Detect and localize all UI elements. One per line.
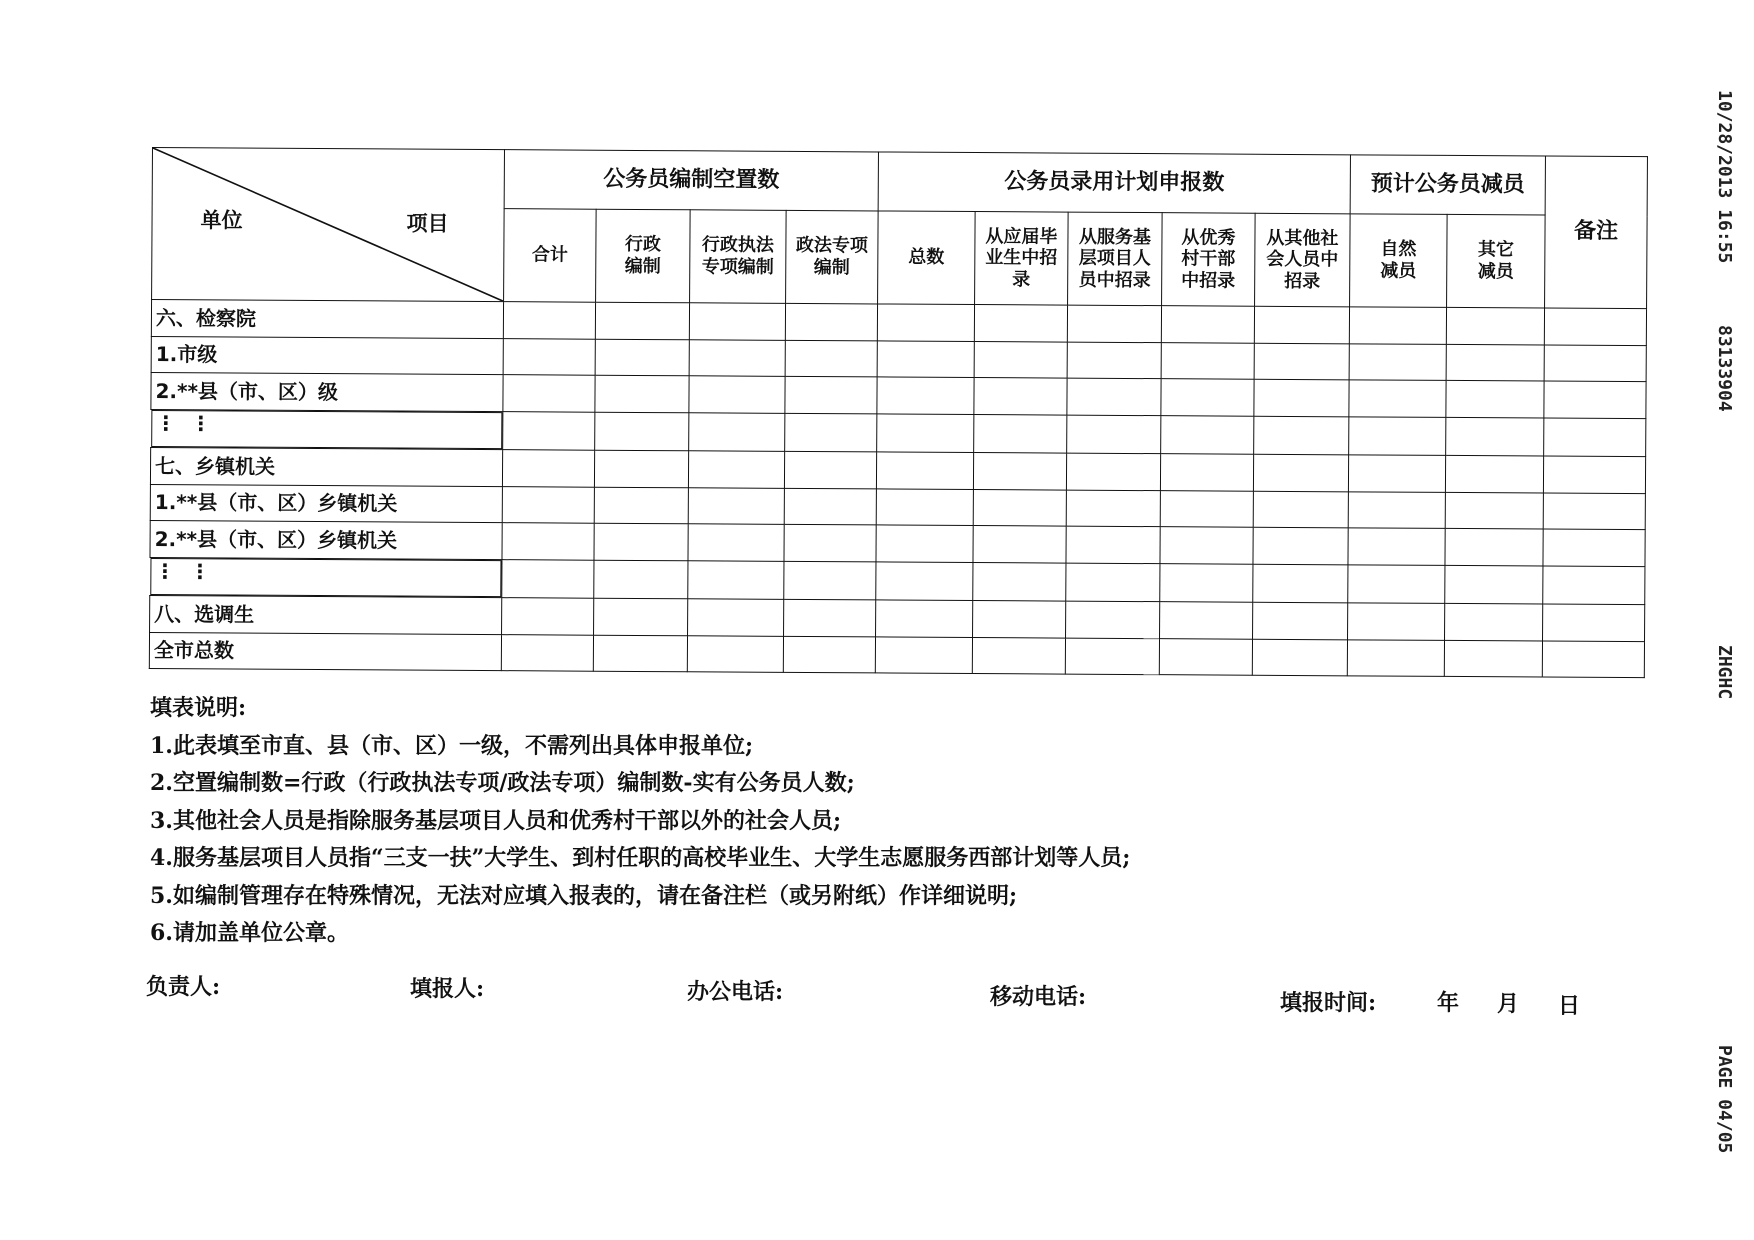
input-cell[interactable]: [1348, 455, 1445, 492]
input-cell[interactable]: [877, 304, 974, 341]
col-header: 行政执法 专项编制: [690, 210, 787, 304]
input-cell[interactable]: [876, 525, 973, 562]
input-cell[interactable]: [1253, 527, 1348, 564]
input-cell[interactable]: [594, 598, 688, 635]
col-header: 其它 减员: [1447, 214, 1546, 308]
input-cell[interactable]: [1160, 454, 1253, 491]
input-cell[interactable]: [503, 302, 595, 339]
row-label: 1.市级: [151, 336, 503, 375]
input-cell[interactable]: [973, 562, 1066, 601]
input-cell[interactable]: [785, 303, 877, 340]
head-label: 负责人:: [146, 974, 221, 1000]
input-cell[interactable]: [974, 341, 1067, 378]
input-cell[interactable]: [1544, 418, 1646, 457]
note-item: 4.服务基层项目人员指“三支一扶”大学生、到村任职的高校毕业生、大学生志愿服务西部计划等人员;: [150, 845, 1131, 871]
note-item: 6.请加盖单位公章。: [150, 920, 349, 946]
input-cell[interactable]: [1446, 344, 1544, 381]
input-cell[interactable]: [1161, 379, 1254, 416]
input-cell[interactable]: [1544, 308, 1646, 345]
input-cell[interactable]: [1348, 564, 1445, 603]
row-label: ⋮ ⋮: [150, 557, 502, 597]
input-cell[interactable]: [688, 487, 784, 524]
input-cell[interactable]: [785, 413, 877, 452]
input-cell[interactable]: [1254, 416, 1349, 455]
corner-unit-label: 单位: [200, 208, 243, 233]
input-cell[interactable]: [783, 636, 875, 673]
corner-header-cell: [152, 148, 505, 302]
input-cell[interactable]: [1445, 492, 1543, 529]
input-cell[interactable]: [1444, 640, 1542, 677]
input-cell[interactable]: [594, 523, 688, 560]
day-label: 日: [1558, 993, 1581, 1019]
report-table: [149, 147, 1648, 678]
input-cell[interactable]: [1253, 491, 1348, 528]
input-cell[interactable]: [1253, 454, 1348, 491]
col-header: 行政 编制: [596, 209, 691, 303]
input-cell[interactable]: [1160, 527, 1253, 564]
input-cell[interactable]: [1543, 456, 1645, 493]
input-cell[interactable]: [688, 451, 784, 488]
input-cell[interactable]: [1066, 601, 1160, 638]
input-cell[interactable]: [1067, 342, 1161, 379]
input-cell[interactable]: [974, 414, 1067, 453]
table-body: [149, 300, 1646, 678]
input-cell[interactable]: [1161, 342, 1254, 379]
input-cell[interactable]: [876, 600, 973, 637]
input-cell[interactable]: [1349, 380, 1446, 417]
year-label: 年: [1437, 990, 1460, 1016]
input-cell[interactable]: [1161, 306, 1254, 343]
note-item: 3.其他社会人员是指除服务基层项目人员和优秀村干部以外的社会人员;: [150, 807, 842, 834]
row-label: 1.**县（市、区）乡镇机关: [150, 484, 502, 523]
fax-datetime: 10/28/2013 16:55: [1714, 90, 1735, 264]
input-cell[interactable]: [1253, 564, 1348, 603]
row-label: 2.**县（市、区）乡镇机关: [150, 520, 502, 559]
input-cell[interactable]: [784, 561, 876, 600]
input-cell[interactable]: [687, 635, 783, 672]
input-cell[interactable]: [1066, 490, 1160, 527]
input-cell[interactable]: [877, 377, 974, 414]
note-item: 5.如编制管理存在特殊情况，无法对应填入报表的，请在备注栏（或另附纸）作详细说明;: [150, 882, 1018, 909]
input-cell[interactable]: [1252, 639, 1347, 676]
input-cell[interactable]: [1542, 641, 1644, 678]
input-cell[interactable]: [502, 450, 594, 487]
fill-time-label: 填报时间:: [1280, 990, 1377, 1016]
input-cell[interactable]: [1543, 566, 1645, 605]
row-label: 八、选调生: [150, 595, 502, 634]
input-cell[interactable]: [689, 376, 785, 413]
group-header-recruit-plan: 公务员录用计划申报数: [878, 152, 1350, 214]
input-cell[interactable]: [688, 560, 784, 599]
input-cell[interactable]: [593, 635, 687, 672]
input-cell[interactable]: [1065, 638, 1159, 675]
notes-title: 填表说明:: [150, 695, 247, 721]
col-header: 从其他社 会人员中 招录: [1255, 213, 1351, 307]
col-header: 从服务基 层项目人 员中招录: [1068, 212, 1163, 306]
month-label: 月: [1497, 991, 1520, 1017]
input-cell[interactable]: [503, 375, 595, 412]
filler-label: 填报人:: [410, 976, 485, 1002]
input-cell[interactable]: [1445, 455, 1543, 492]
input-cell[interactable]: [688, 599, 784, 636]
input-cell[interactable]: [1446, 380, 1544, 417]
input-cell[interactable]: [973, 526, 1066, 563]
row-label: 六、检察院: [151, 300, 503, 339]
input-cell[interactable]: [1347, 639, 1444, 676]
col-header: 从应届毕 业生中招 录: [975, 212, 1069, 306]
corner-item-label: 项目: [406, 211, 449, 236]
input-cell[interactable]: [784, 451, 876, 488]
input-cell[interactable]: [1067, 378, 1161, 415]
input-cell[interactable]: [785, 340, 877, 377]
col-header: 从优秀 村干部 中招录: [1162, 213, 1256, 307]
input-cell[interactable]: [689, 303, 785, 340]
fax-sender: ZHGHC: [1714, 645, 1735, 700]
input-cell[interactable]: [1161, 415, 1254, 454]
input-cell[interactable]: [1254, 343, 1349, 380]
input-cell[interactable]: [784, 524, 876, 561]
input-cell[interactable]: [595, 302, 689, 339]
input-cell[interactable]: [1445, 565, 1543, 604]
input-cell[interactable]: [973, 601, 1066, 638]
input-cell[interactable]: [1348, 603, 1445, 640]
row-label: 七、乡镇机关: [150, 447, 502, 486]
input-cell[interactable]: [688, 524, 784, 561]
input-cell[interactable]: [1348, 491, 1445, 528]
input-cell[interactable]: [689, 412, 785, 451]
input-cell[interactable]: [1066, 453, 1160, 490]
input-cell[interactable]: [875, 636, 972, 673]
input-cell[interactable]: [876, 561, 973, 600]
input-cell[interactable]: [1543, 493, 1645, 530]
input-cell[interactable]: [1445, 528, 1543, 565]
col-header: 合计: [504, 209, 597, 303]
input-cell[interactable]: [1349, 343, 1446, 380]
input-cell[interactable]: [876, 452, 973, 489]
input-cell[interactable]: [594, 450, 688, 487]
input-cell[interactable]: [1349, 307, 1446, 344]
input-cell[interactable]: [785, 376, 877, 413]
input-cell[interactable]: [1254, 379, 1349, 416]
group-header-reduction: 预计公务员减员: [1350, 155, 1545, 215]
input-cell[interactable]: [594, 487, 688, 524]
input-cell[interactable]: [1160, 602, 1253, 639]
col-header: 总数: [878, 211, 976, 305]
input-cell[interactable]: [1067, 305, 1161, 342]
input-cell[interactable]: [972, 637, 1065, 674]
input-cell[interactable]: [502, 486, 594, 523]
col-header: 政法专项 编制: [786, 210, 879, 304]
input-cell[interactable]: [502, 559, 594, 598]
row-label: 全市总数: [149, 632, 501, 671]
input-cell[interactable]: [1159, 638, 1252, 675]
input-cell[interactable]: [1253, 602, 1348, 639]
input-cell[interactable]: [1446, 307, 1544, 344]
table-row: [149, 632, 1644, 678]
row-label: 2.**县（市、区）级: [151, 372, 503, 411]
filling-instructions: [150, 690, 1130, 953]
input-cell[interactable]: [1544, 345, 1646, 382]
office-phone-label: 办公电话:: [687, 979, 784, 1005]
input-cell[interactable]: [503, 338, 595, 375]
col-header: 自然 减员: [1350, 214, 1448, 308]
input-cell[interactable]: [502, 523, 594, 560]
row-label: ⋮ ⋮: [151, 409, 503, 449]
input-cell[interactable]: [974, 305, 1067, 342]
input-cell[interactable]: [503, 411, 595, 450]
input-cell[interactable]: [974, 378, 1067, 415]
input-cell[interactable]: [973, 489, 1066, 526]
input-cell[interactable]: [1445, 603, 1543, 640]
input-cell[interactable]: [1067, 415, 1161, 454]
note-item: 2.空置编制数=行政（行政执法专项/政法专项）编制数-实有公务员人数;: [150, 770, 855, 796]
input-cell[interactable]: [1544, 381, 1646, 418]
mobile-phone-label: 移动电话:: [990, 984, 1087, 1010]
input-cell[interactable]: [595, 375, 689, 412]
input-cell[interactable]: [689, 339, 785, 376]
note-item: 1.此表填至市直、县（市、区）一级，不需列出具体申报单位;: [150, 732, 754, 759]
input-cell[interactable]: [502, 598, 594, 635]
input-cell[interactable]: [1543, 529, 1645, 566]
group-header-vacancy: 公务员编制空置数: [504, 150, 878, 211]
input-cell[interactable]: [1446, 417, 1544, 456]
input-cell[interactable]: [1348, 528, 1445, 565]
input-cell[interactable]: [595, 339, 689, 376]
input-cell[interactable]: [1254, 306, 1349, 343]
input-cell[interactable]: [594, 560, 688, 599]
input-cell[interactable]: [1160, 563, 1253, 602]
input-cell[interactable]: [595, 412, 689, 451]
input-cell[interactable]: [1066, 526, 1160, 563]
input-cell[interactable]: [784, 488, 876, 525]
input-cell[interactable]: [877, 413, 974, 452]
input-cell[interactable]: [1543, 604, 1645, 641]
remark-header: 备注: [1545, 156, 1648, 309]
input-cell[interactable]: [1160, 490, 1253, 527]
input-cell[interactable]: [973, 453, 1066, 490]
input-cell[interactable]: [784, 599, 876, 636]
fax-page: PAGE 04/05: [1714, 1045, 1735, 1154]
input-cell[interactable]: [1349, 416, 1446, 455]
input-cell[interactable]: [501, 634, 593, 671]
input-cell[interactable]: [876, 488, 973, 525]
input-cell[interactable]: [1066, 563, 1160, 602]
fax-number: 83133904: [1714, 325, 1735, 412]
input-cell[interactable]: [877, 340, 974, 377]
